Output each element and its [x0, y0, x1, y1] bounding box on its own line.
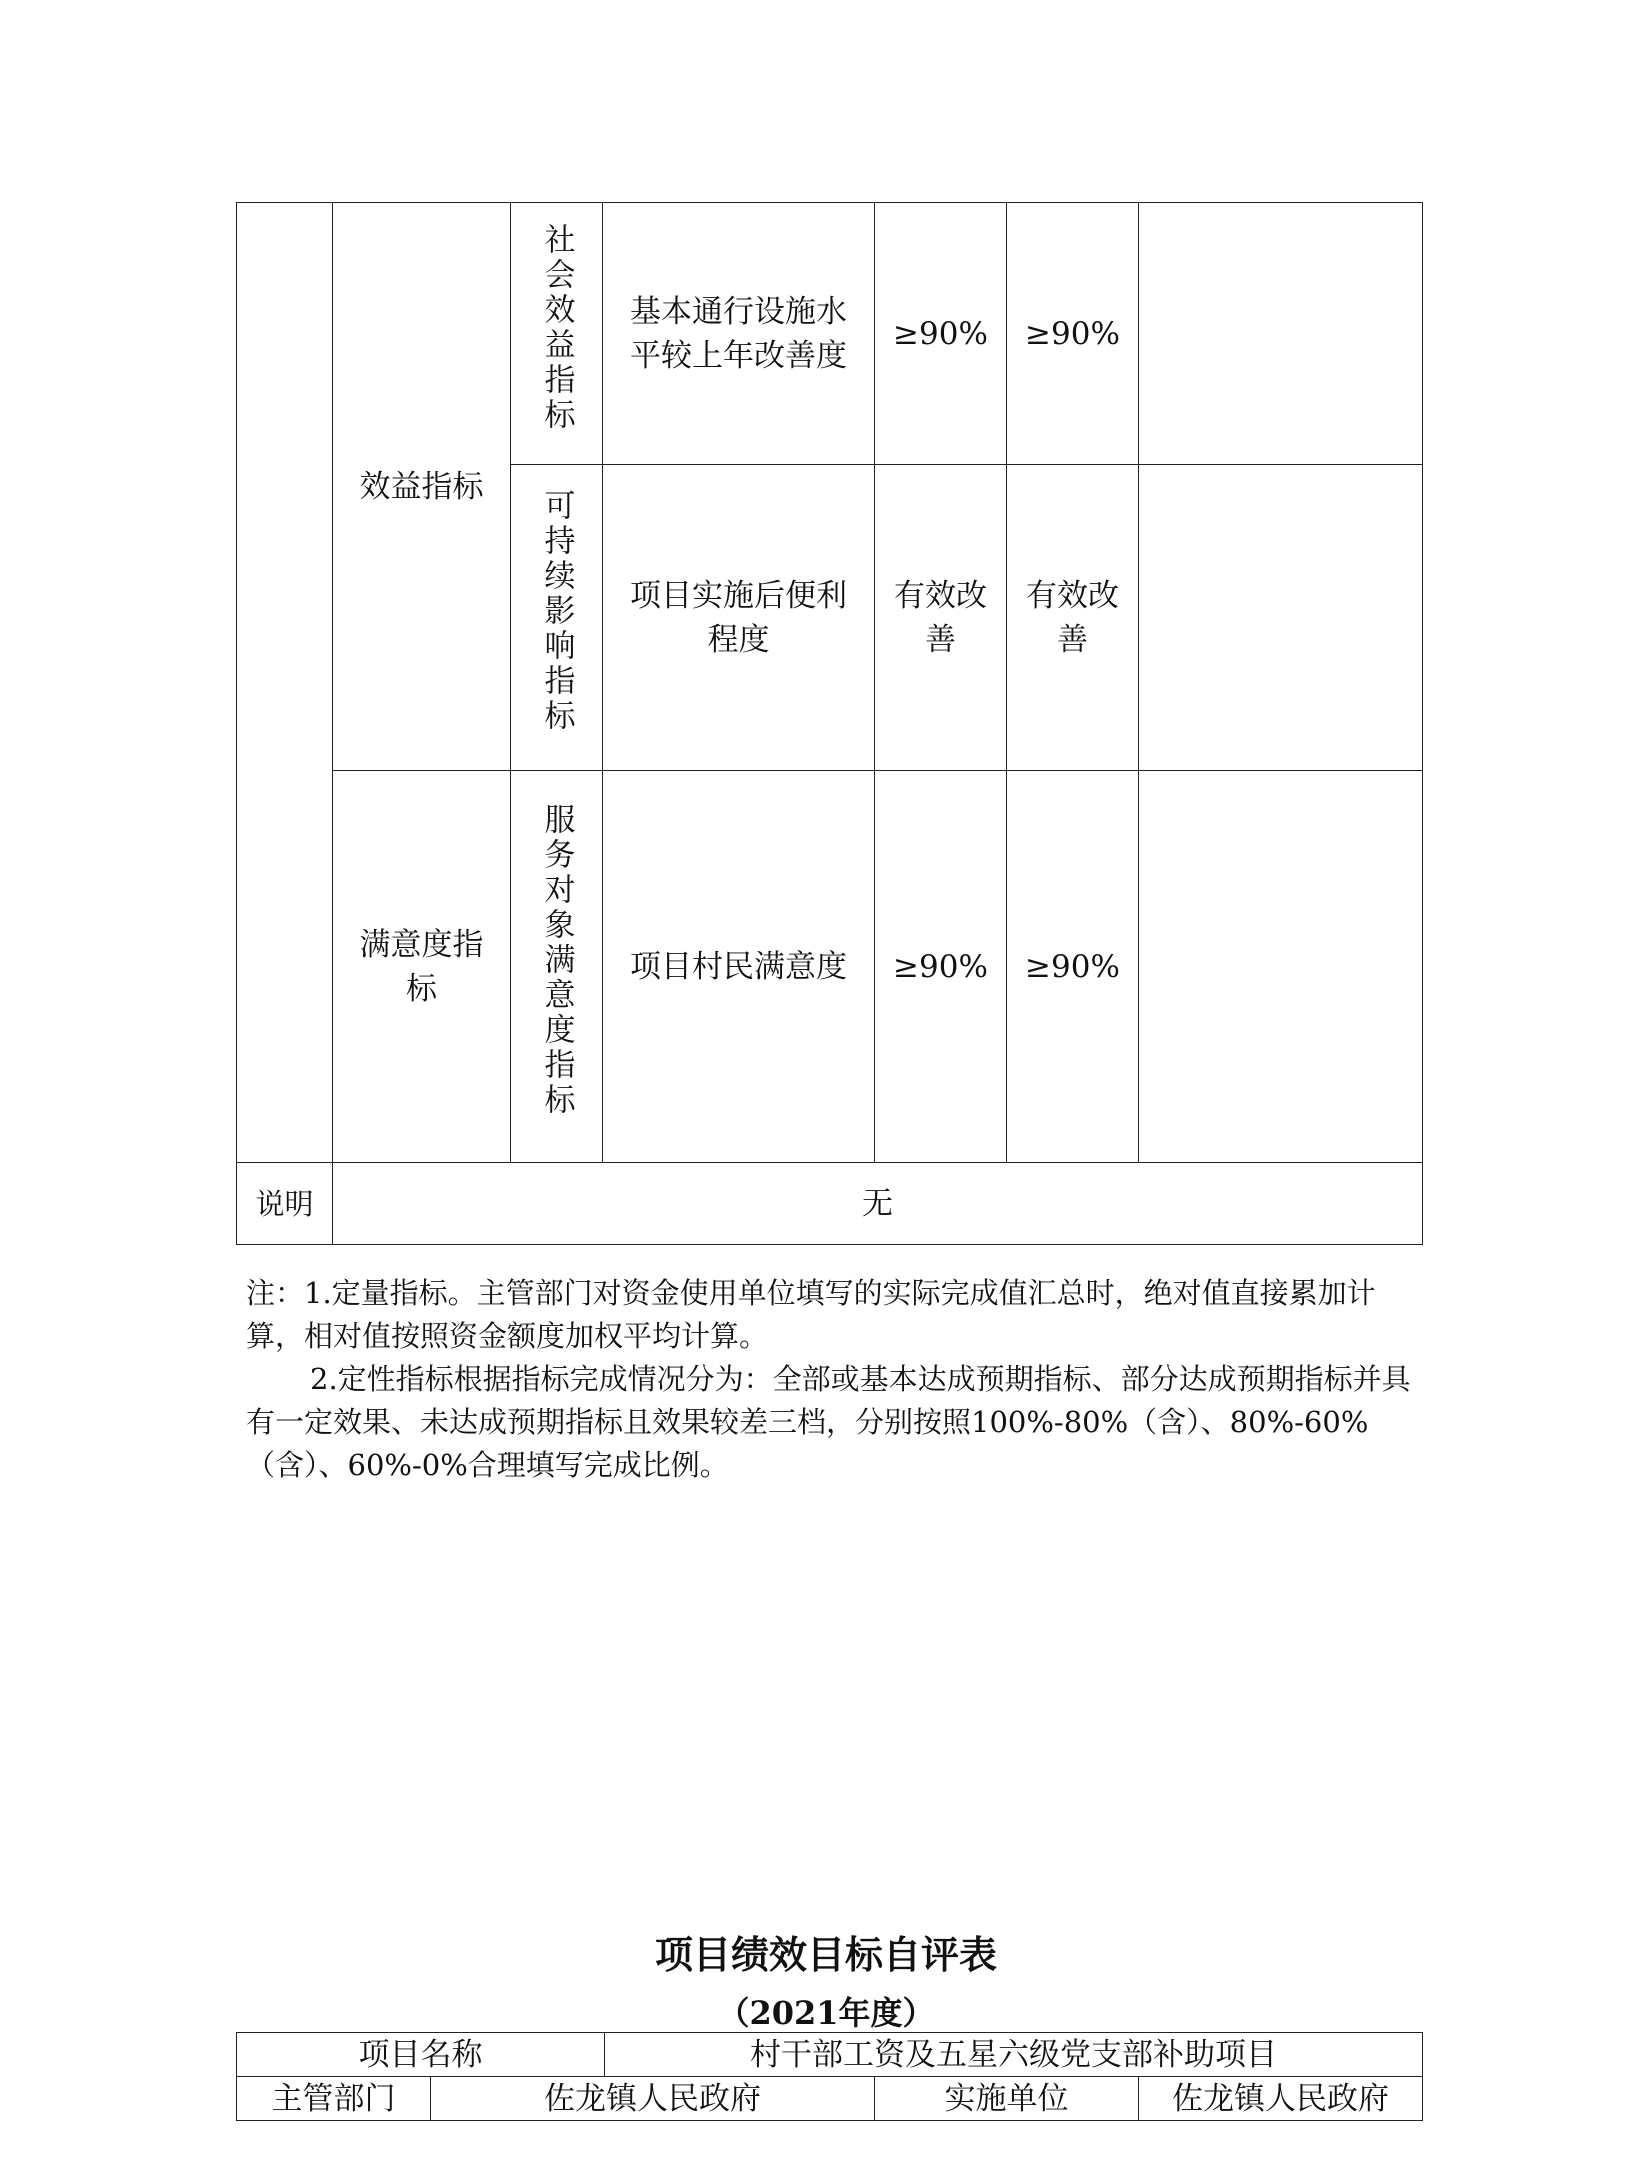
actual-value-cell: ≥90% — [1007, 203, 1139, 465]
satisfaction-indicator-label: 满意度指标 — [333, 771, 511, 1163]
target-value-cell: ≥90% — [875, 203, 1007, 465]
note-line-2: 2.定性指标根据指标完成情况分为：全部或基本达成预期指标、部分达成预期指标并具有一定效果、未达成预期指标且效果较差三档，分别按照100%-80%（含）、80%-60%（含）、60%-0%合理填写完成比例。 — [246, 1362, 1411, 1482]
table-notes — [246, 1272, 1416, 1487]
note-cell — [1139, 465, 1423, 771]
unit-value: 佐龙镇人民政府 — [1139, 2077, 1423, 2121]
note-cell — [1139, 771, 1423, 1163]
project-name-value: 村干部工资及五星六级党支部补助项目 — [605, 2033, 1423, 2077]
note-cell — [1139, 203, 1423, 465]
dept-label: 主管部门 — [237, 2077, 431, 2121]
explain-label: 说明 — [237, 1163, 333, 1245]
performance-indicator-table — [236, 202, 1423, 1245]
subcategory-cell: 服务对象满意度指标 — [511, 771, 603, 1163]
form-title: 项目绩效目标自评表 — [654, 1932, 997, 1977]
benefit-indicator-label: 效益指标 — [333, 203, 511, 771]
indicator-cell: 项目实施后便利程度 — [603, 465, 875, 771]
unit-label: 实施单位 — [875, 2077, 1139, 2121]
explain-value: 无 — [333, 1163, 1423, 1245]
actual-value-cell: ≥90% — [1007, 771, 1139, 1163]
dept-value: 佐龙镇人民政府 — [431, 2077, 875, 2121]
target-value-cell: ≥90% — [875, 771, 1007, 1163]
subcategory-cell: 社会效益指标 — [511, 203, 603, 465]
actual-value-cell: 有效改善 — [1007, 465, 1139, 771]
note-line-1: 注：1.定量指标。主管部门对资金使用单位填写的实际完成值汇总时，绝对值直接累加计算，相对值按照资金额度加权平均计算。 — [246, 1276, 1376, 1353]
indicator-cell: 基本通行设施水平较上年改善度 — [603, 203, 875, 465]
project-info-table — [236, 2032, 1423, 2121]
project-name-label: 项目名称 — [237, 2033, 605, 2077]
indicator-cell: 项目村民满意度 — [603, 771, 875, 1163]
section-label-cell — [237, 203, 333, 1163]
subcategory-cell: 可持续影响指标 — [511, 465, 603, 771]
form-year: （2021年度） — [717, 1994, 935, 2032]
target-value-cell: 有效改善 — [875, 465, 1007, 771]
